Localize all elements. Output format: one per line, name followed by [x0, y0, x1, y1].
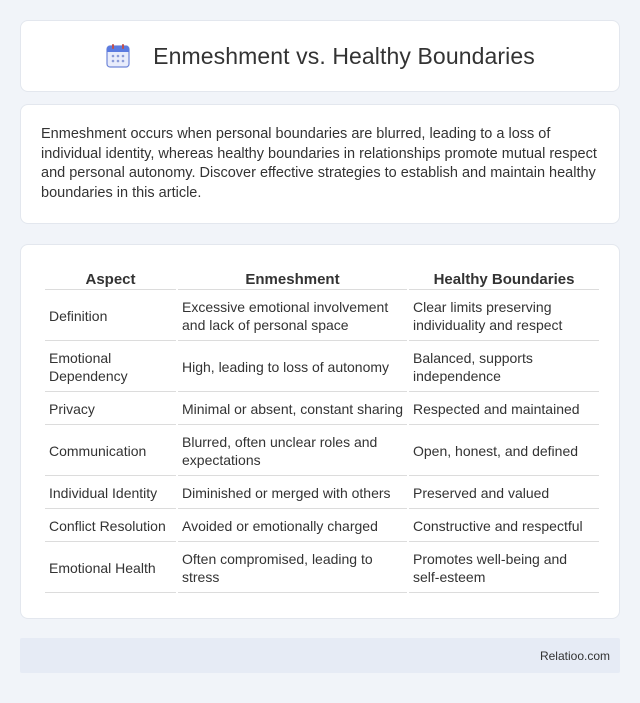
enmeshment-cell: High, leading to loss of autonomy	[178, 343, 407, 392]
aspect-cell: Emotional Dependency	[45, 343, 176, 392]
enmeshment-cell: Often compromised, leading to stress	[178, 544, 407, 593]
title-card	[20, 20, 620, 92]
aspect-cell: Communication	[45, 427, 176, 476]
intro-text: Enmeshment occurs when personal boundaries are blurred, leading to a loss of individual identity, whereas healthy boundaries in relationships promote mutual respect and personal autonomy. Discover effective strategies to establish and maintain healthy boundaries in this article.	[41, 126, 597, 201]
intro-card	[20, 104, 620, 224]
healthy-boundaries-cell: Respected and maintained	[409, 394, 599, 425]
aspect-cell: Definition	[45, 292, 176, 341]
column-header-healthy-boundaries: Healthy Boundaries	[409, 267, 599, 290]
aspect-cell: Individual Identity	[45, 478, 176, 509]
healthy-boundaries-cell: Clear limits preserving individuality and respect	[409, 292, 599, 341]
footer	[20, 638, 620, 673]
comparison-table-card	[20, 244, 620, 619]
healthy-boundaries-cell: Preserved and valued	[409, 478, 599, 509]
column-header-enmeshment: Enmeshment	[178, 267, 407, 290]
table-row	[45, 544, 599, 593]
enmeshment-cell: Diminished or merged with others	[178, 478, 407, 509]
enmeshment-cell: Excessive emotional involvement and lack of personal space	[178, 292, 407, 341]
enmeshment-cell: Blurred, often unclear roles and expectations	[178, 427, 407, 476]
column-header-aspect: Aspect	[45, 267, 176, 290]
healthy-boundaries-cell: Balanced, supports independence	[409, 343, 599, 392]
healthy-boundaries-cell: Open, honest, and defined	[409, 427, 599, 476]
table-header-row	[45, 267, 599, 290]
aspect-cell: Privacy	[45, 394, 176, 425]
enmeshment-cell: Avoided or emotionally charged	[178, 511, 407, 542]
aspect-cell: Emotional Health	[45, 544, 176, 593]
healthy-boundaries-cell: Promotes well-being and self-esteem	[409, 544, 599, 593]
enmeshment-cell: Minimal or absent, constant sharing	[178, 394, 407, 425]
footer-site-link[interactable]: Relatioo.com	[539, 648, 610, 663]
table-row	[45, 394, 599, 425]
comparison-table	[43, 265, 601, 595]
table-row	[45, 292, 599, 341]
calendar-icon	[105, 43, 131, 69]
table-row	[45, 478, 599, 509]
table-row	[45, 427, 599, 476]
table-row	[45, 343, 599, 392]
table-row	[45, 511, 599, 542]
aspect-cell: Conflict Resolution	[45, 511, 176, 542]
healthy-boundaries-cell: Constructive and respectful	[409, 511, 599, 542]
page-title: Enmeshment vs. Healthy Boundaries	[153, 42, 535, 69]
